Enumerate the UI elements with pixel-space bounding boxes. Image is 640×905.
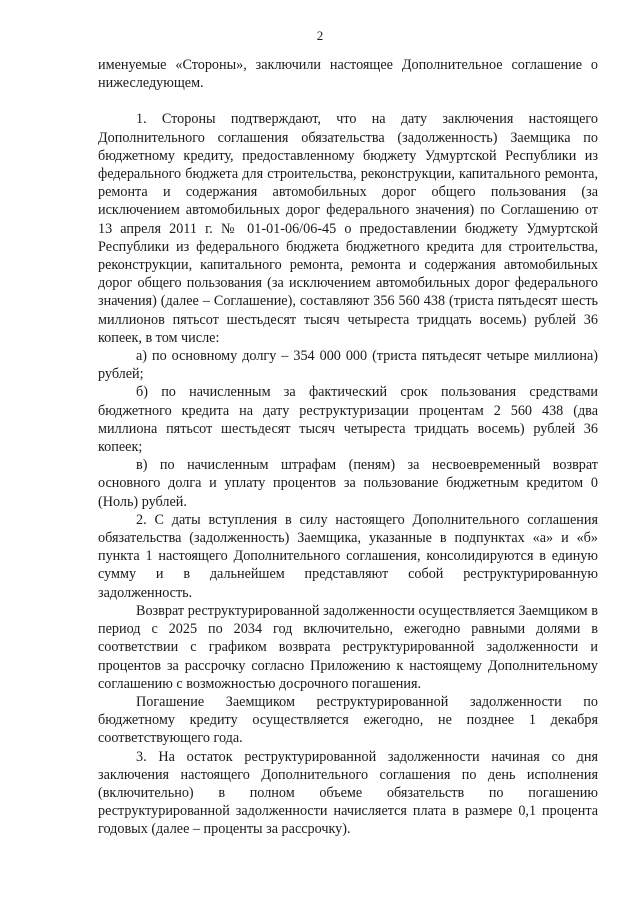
clause-1b-paragraph: б) по начисленным за фактический срок пользования средствами бюджетного кредита на дату реструктуризации процентам 2 560 438 (два миллиона пятьсот шестьдесят тысяч четыреста тридцать восемь) рублей 36 копеек;	[98, 384, 598, 456]
repayment-paragraph: Возврат реструктурированной задолженности осуществляется Заемщиком в период с 2025 по 2034 год включительно, ежегодно равными долями в соответствии с графиком возврата реструктурированной задолженности и процентов за рассрочку согласно Приложению к настоящему Дополнительному соглашению с возможностью досрочного погашения.	[98, 602, 598, 692]
clause-1-paragraph: 1. Стороны подтверждают, что на дату заключения настоящего Дополнительного соглашения обязательства (задолженность) Заемщика по бюджетному кредиту, предоставленному бюджету Удмуртской Республики из федерального бюджета для строительства, реконструкции, капитального ремонта, ремонта и содержания автомобильных дорог общего пользования (за исключением автомобильных дорог федерального значения) по Соглашению от 13 апреля 2011 г. № 01-01-06/06-45 о предоставлении бюджету Удмуртской Республики из федерального бюджета бюджетного кредита для строительства, реконструкции, капитального ремонта, ремонта и содержания автомобильных дорог общего пользования (за исключением автомобильных дорог федерального значения) (далее – Соглашение), составляют 356 560 438 (триста пятьдесят шесть миллионов пятьсот шестьдесят тысяч четыреста тридцать восемь) рублей 36 копеек, в том числе:	[98, 111, 598, 346]
paragraph-gap	[98, 92, 598, 110]
clause-2-paragraph: 2. С даты вступления в силу настоящего Дополнительного соглашения обязательства (задолженность) Заемщика, указанные в подпунктах «а» и «б» пункта 1 настоящего Дополнительного соглашения, консолидируются в единую сумму и в дальнейшем представляют собой реструктурированную задолженность.	[98, 511, 598, 601]
repayment-deadline-paragraph: Погашение Заемщиком реструктурированной задолженности по бюджетному кредиту осуществляется ежегодно, не позднее 1 декабря соответствующего года.	[98, 693, 598, 747]
document-body	[98, 56, 598, 839]
clause-1a-paragraph: а) по основному долгу – 354 000 000 (триста пятьдесят четыре миллиона) рублей;	[98, 348, 598, 383]
page-number: 2	[316, 28, 324, 43]
clause-1c-paragraph: в) по начисленным штрафам (пеням) за несвоевременный возврат основного долга и уплату процентов за пользование бюджетным кредитом 0 (Ноль) рублей.	[98, 457, 598, 510]
clause-3-paragraph: 3. На остаток реструктурированной задолженности начиная со дня заключения настоящего Дополнительного соглашения по день исполнения (включительно) в полном объеме обязательств по погашению реструктурированной задолженности начисляется плата в размере 0,1 процента годовых (далее – проценты за рассрочку).	[98, 748, 598, 838]
intro-paragraph: именуемые «Стороны», заключили настоящее Дополнительное соглашение о нижеследующем.	[98, 57, 598, 92]
